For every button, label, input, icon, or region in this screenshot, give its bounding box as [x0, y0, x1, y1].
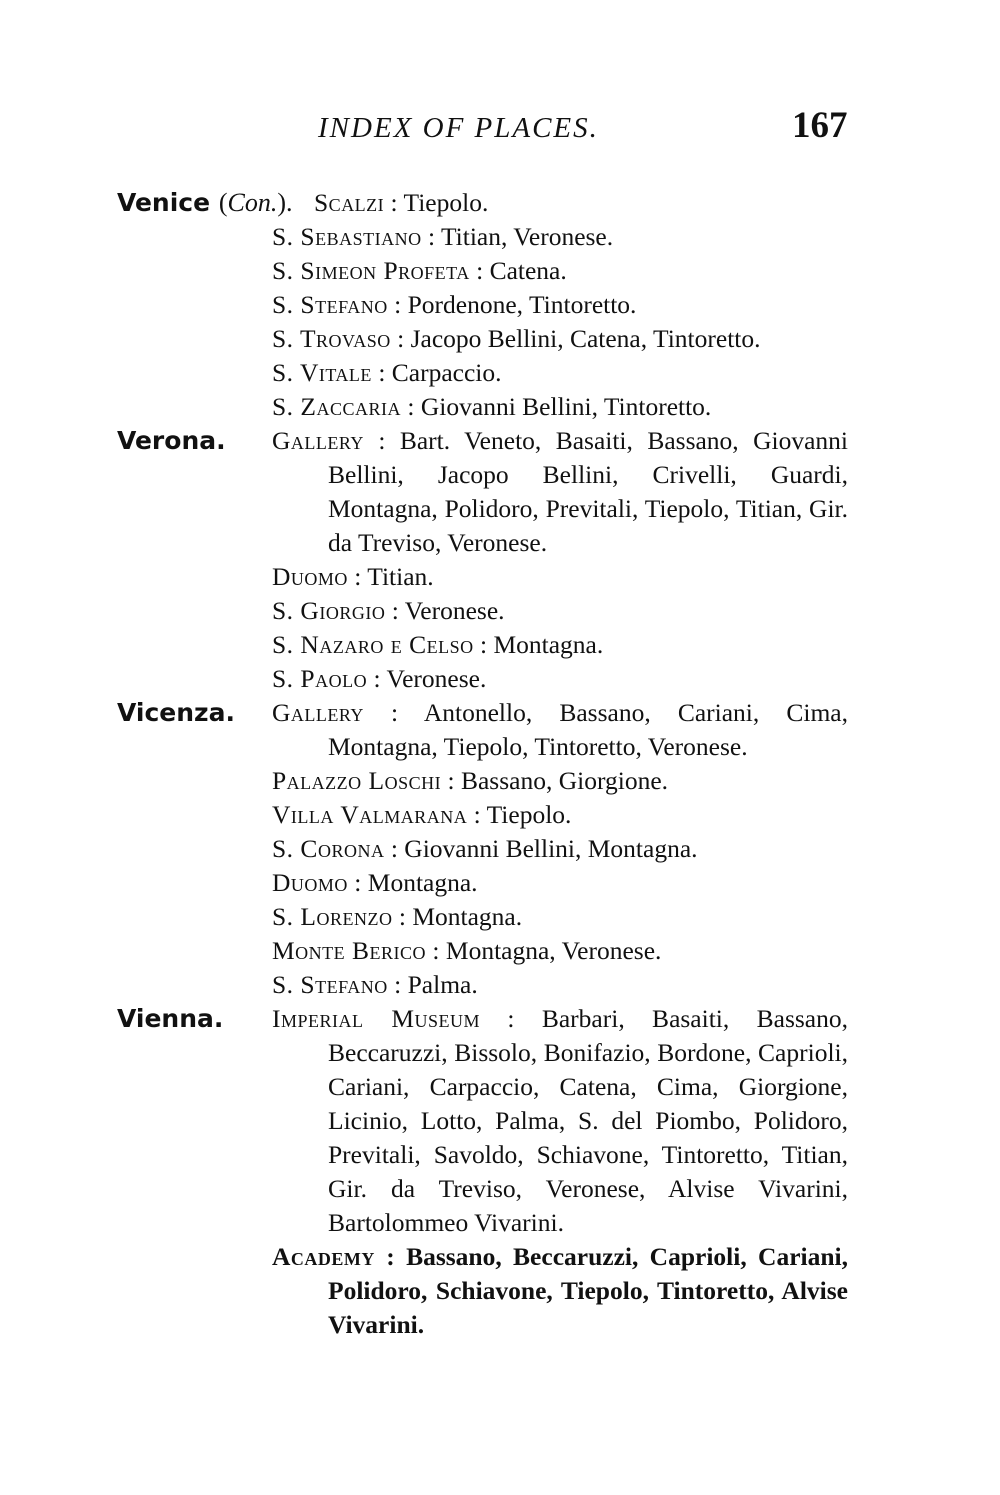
entry-location: Gallery — [272, 698, 364, 727]
entry-artists: Giovanni Bellini, Montagna. — [404, 834, 698, 863]
entry-artists: Tiepolo. — [486, 800, 572, 829]
index-entry: S. Stefano : Pordenone, Tintoretto. — [272, 290, 637, 319]
running-head — [0, 104, 1000, 154]
entry-location: Duomo — [272, 868, 348, 897]
entry-location: Monte Berico — [272, 936, 427, 965]
entry-location: S. Simeon Profeta — [272, 256, 470, 285]
entry-location: Villa Valmarana — [272, 800, 468, 829]
continued-marker: Con. — [227, 188, 278, 217]
entry-artists: Titian. — [367, 562, 434, 591]
place-venice — [0, 186, 1000, 424]
entry-location: S. Lorenzo — [272, 902, 393, 931]
index-entry: S. Stefano : Palma. — [272, 970, 478, 999]
entry-location: S. Stefano — [272, 290, 388, 319]
entry-artists: Titian, Veronese. — [441, 222, 614, 251]
entry-artists: Giovanni Bellini, Tintoretto. — [420, 392, 712, 421]
entry-artists: Veronese. — [404, 596, 505, 625]
running-title: INDEX OF PLACES. — [318, 112, 599, 144]
index-entry: Scalzi : Tiepolo. — [314, 188, 489, 217]
place-name: Venice (Con.). — [117, 188, 293, 217]
entry-location: S. Trovaso — [272, 324, 391, 353]
index-entry: S. Paolo : Veronese. — [272, 664, 487, 693]
place-name: Vicenza. — [117, 698, 235, 727]
page-number: 167 — [792, 105, 848, 146]
index-entry: S. Vitale : Carpaccio. — [272, 358, 502, 387]
index-entry: S. Lorenzo : Montagna. — [272, 902, 523, 931]
index-entry: S. Nazaro e Celso : Montagna. — [272, 630, 604, 659]
index-entry: Duomo : Montagna. — [272, 868, 478, 897]
index-entry: Duomo : Titian. — [272, 562, 434, 591]
index-of-places — [0, 186, 1000, 1342]
entry-artists: Carpaccio. — [391, 358, 502, 387]
entry-artists: Pordenone, Tintoretto. — [407, 290, 637, 319]
entry-location: Gallery — [272, 426, 364, 455]
index-entry: Academy : Bassano, Beccaruzzi, Caprioli, Cariani, Polidoro, Schiavone, Tiepolo, Tintoretto, Alvise Vivarini. — [272, 1242, 848, 1339]
index-entry: S. Simeon Profeta : Catena. — [272, 256, 567, 285]
place-verona — [0, 424, 1000, 696]
entry-location: Palazzo Loschi — [272, 766, 442, 795]
entry-location: S. Nazaro e Celso — [272, 630, 474, 659]
entry-artists: Tiepolo. — [403, 188, 489, 217]
place-vicenza — [0, 696, 1000, 1002]
entry-artists: Montagna, Veronese. — [445, 936, 662, 965]
entry-location: Imperial Museum — [272, 1004, 481, 1033]
entry-location: S. Paolo — [272, 664, 368, 693]
entry-artists: Montagna. — [412, 902, 523, 931]
index-entry: Gallery : Bart. Veneto, Basaiti, Bassano, Giovanni Bellini, Jacopo Bellini, Crivelli, Guardi, Montagna, Polidoro, Previtali, Tiepolo, Titian, Gir. da Treviso, Veronese. — [272, 426, 849, 557]
entry-location: S. Corona — [272, 834, 385, 863]
entry-location: S. Stefano — [272, 970, 388, 999]
entry-location: S. Vitale — [272, 358, 372, 387]
entry-artists: Montagna. — [493, 630, 604, 659]
index-entry: S. Sebastiano : Titian, Veronese. — [272, 222, 614, 251]
entry-artists: Barbari, Basaiti, Bassano, Beccaruzzi, Bissolo, Bonifazio, Bordone, Caprioli, Cariani, Carpaccio, Catena, Cima, Giorgione, Licinio, Lotto, Palma, S. del Piombo, Polidoro, Previtali, Savoldo, Schiavone, Tintoretto, Titian, Gir. da Treviso, Veronese, Alvise Vivarini, Bartolommeo Vivarini. — [328, 1004, 848, 1237]
place-name: Vienna. — [117, 1004, 224, 1033]
index-entry: S. Giorgio : Veronese. — [272, 596, 505, 625]
entry-artists: Bassano, Giorgione. — [460, 766, 669, 795]
index-entry: Imperial Museum : Barbari, Basaiti, Bassano, Beccaruzzi, Bissolo, Bonifazio, Bordone, Caprioli, Cariani, Carpaccio, Catena, Cima, Giorgione, Licinio, Lotto, Palma, S. del Piombo, Polidoro, Previtali, Savoldo, Schiavone, Tintoretto, Titian, Gir. da Treviso, Veronese, Alvise Vivarini, Bartolommeo Vivarini. — [272, 1004, 848, 1237]
index-entry: S. Zaccaria : Giovanni Bellini, Tintoretto. — [272, 392, 712, 421]
index-entry: Villa Valmarana : Tiepolo. — [272, 800, 572, 829]
entry-artists: Bassano, Beccaruzzi, Caprioli, Cariani, Polidoro, Schiavone, Tiepolo, Tintoretto, Alvise Vivarini. — [328, 1242, 848, 1339]
entry-artists: Montagna. — [367, 868, 478, 897]
index-entry: S. Trovaso : Jacopo Bellini, Catena, Tintoretto. — [272, 324, 761, 353]
index-entry: S. Corona : Giovanni Bellini, Montagna. — [272, 834, 698, 863]
entry-location: S. Zaccaria — [272, 392, 402, 421]
entry-location: S. Giorgio — [272, 596, 386, 625]
entry-artists: Antonello, Bassano, Cariani, Cima, Montagna, Tiepolo, Tintoretto, Veronese. — [328, 698, 848, 761]
entry-artists: Veronese. — [386, 664, 487, 693]
entry-artists: Bart. Veneto, Basaiti, Bassano, Giovanni Bellini, Jacopo Bellini, Crivelli, Guardi, Montagna, Polidoro, Previtali, Tiepolo, Titian, Gir. da Treviso, Veronese. — [328, 426, 849, 557]
place-name: Verona. — [117, 426, 226, 455]
entry-location: S. Sebastiano — [272, 222, 422, 251]
entry-location: Scalzi — [314, 188, 385, 217]
entry-artists: Jacopo Bellini, Catena, Tintoretto. — [410, 324, 761, 353]
index-entry: Palazzo Loschi : Bassano, Giorgione. — [272, 766, 669, 795]
place-vienna — [0, 1002, 1000, 1342]
index-entry: Monte Berico : Montagna, Veronese. — [272, 936, 662, 965]
entry-location: Academy — [272, 1242, 375, 1271]
index-entry: Gallery : Antonello, Bassano, Cariani, Cima, Montagna, Tiepolo, Tintoretto, Veronese. — [272, 698, 848, 761]
entry-artists: Catena. — [489, 256, 567, 285]
entry-location: Duomo — [272, 562, 348, 591]
entry-artists: Palma. — [407, 970, 478, 999]
